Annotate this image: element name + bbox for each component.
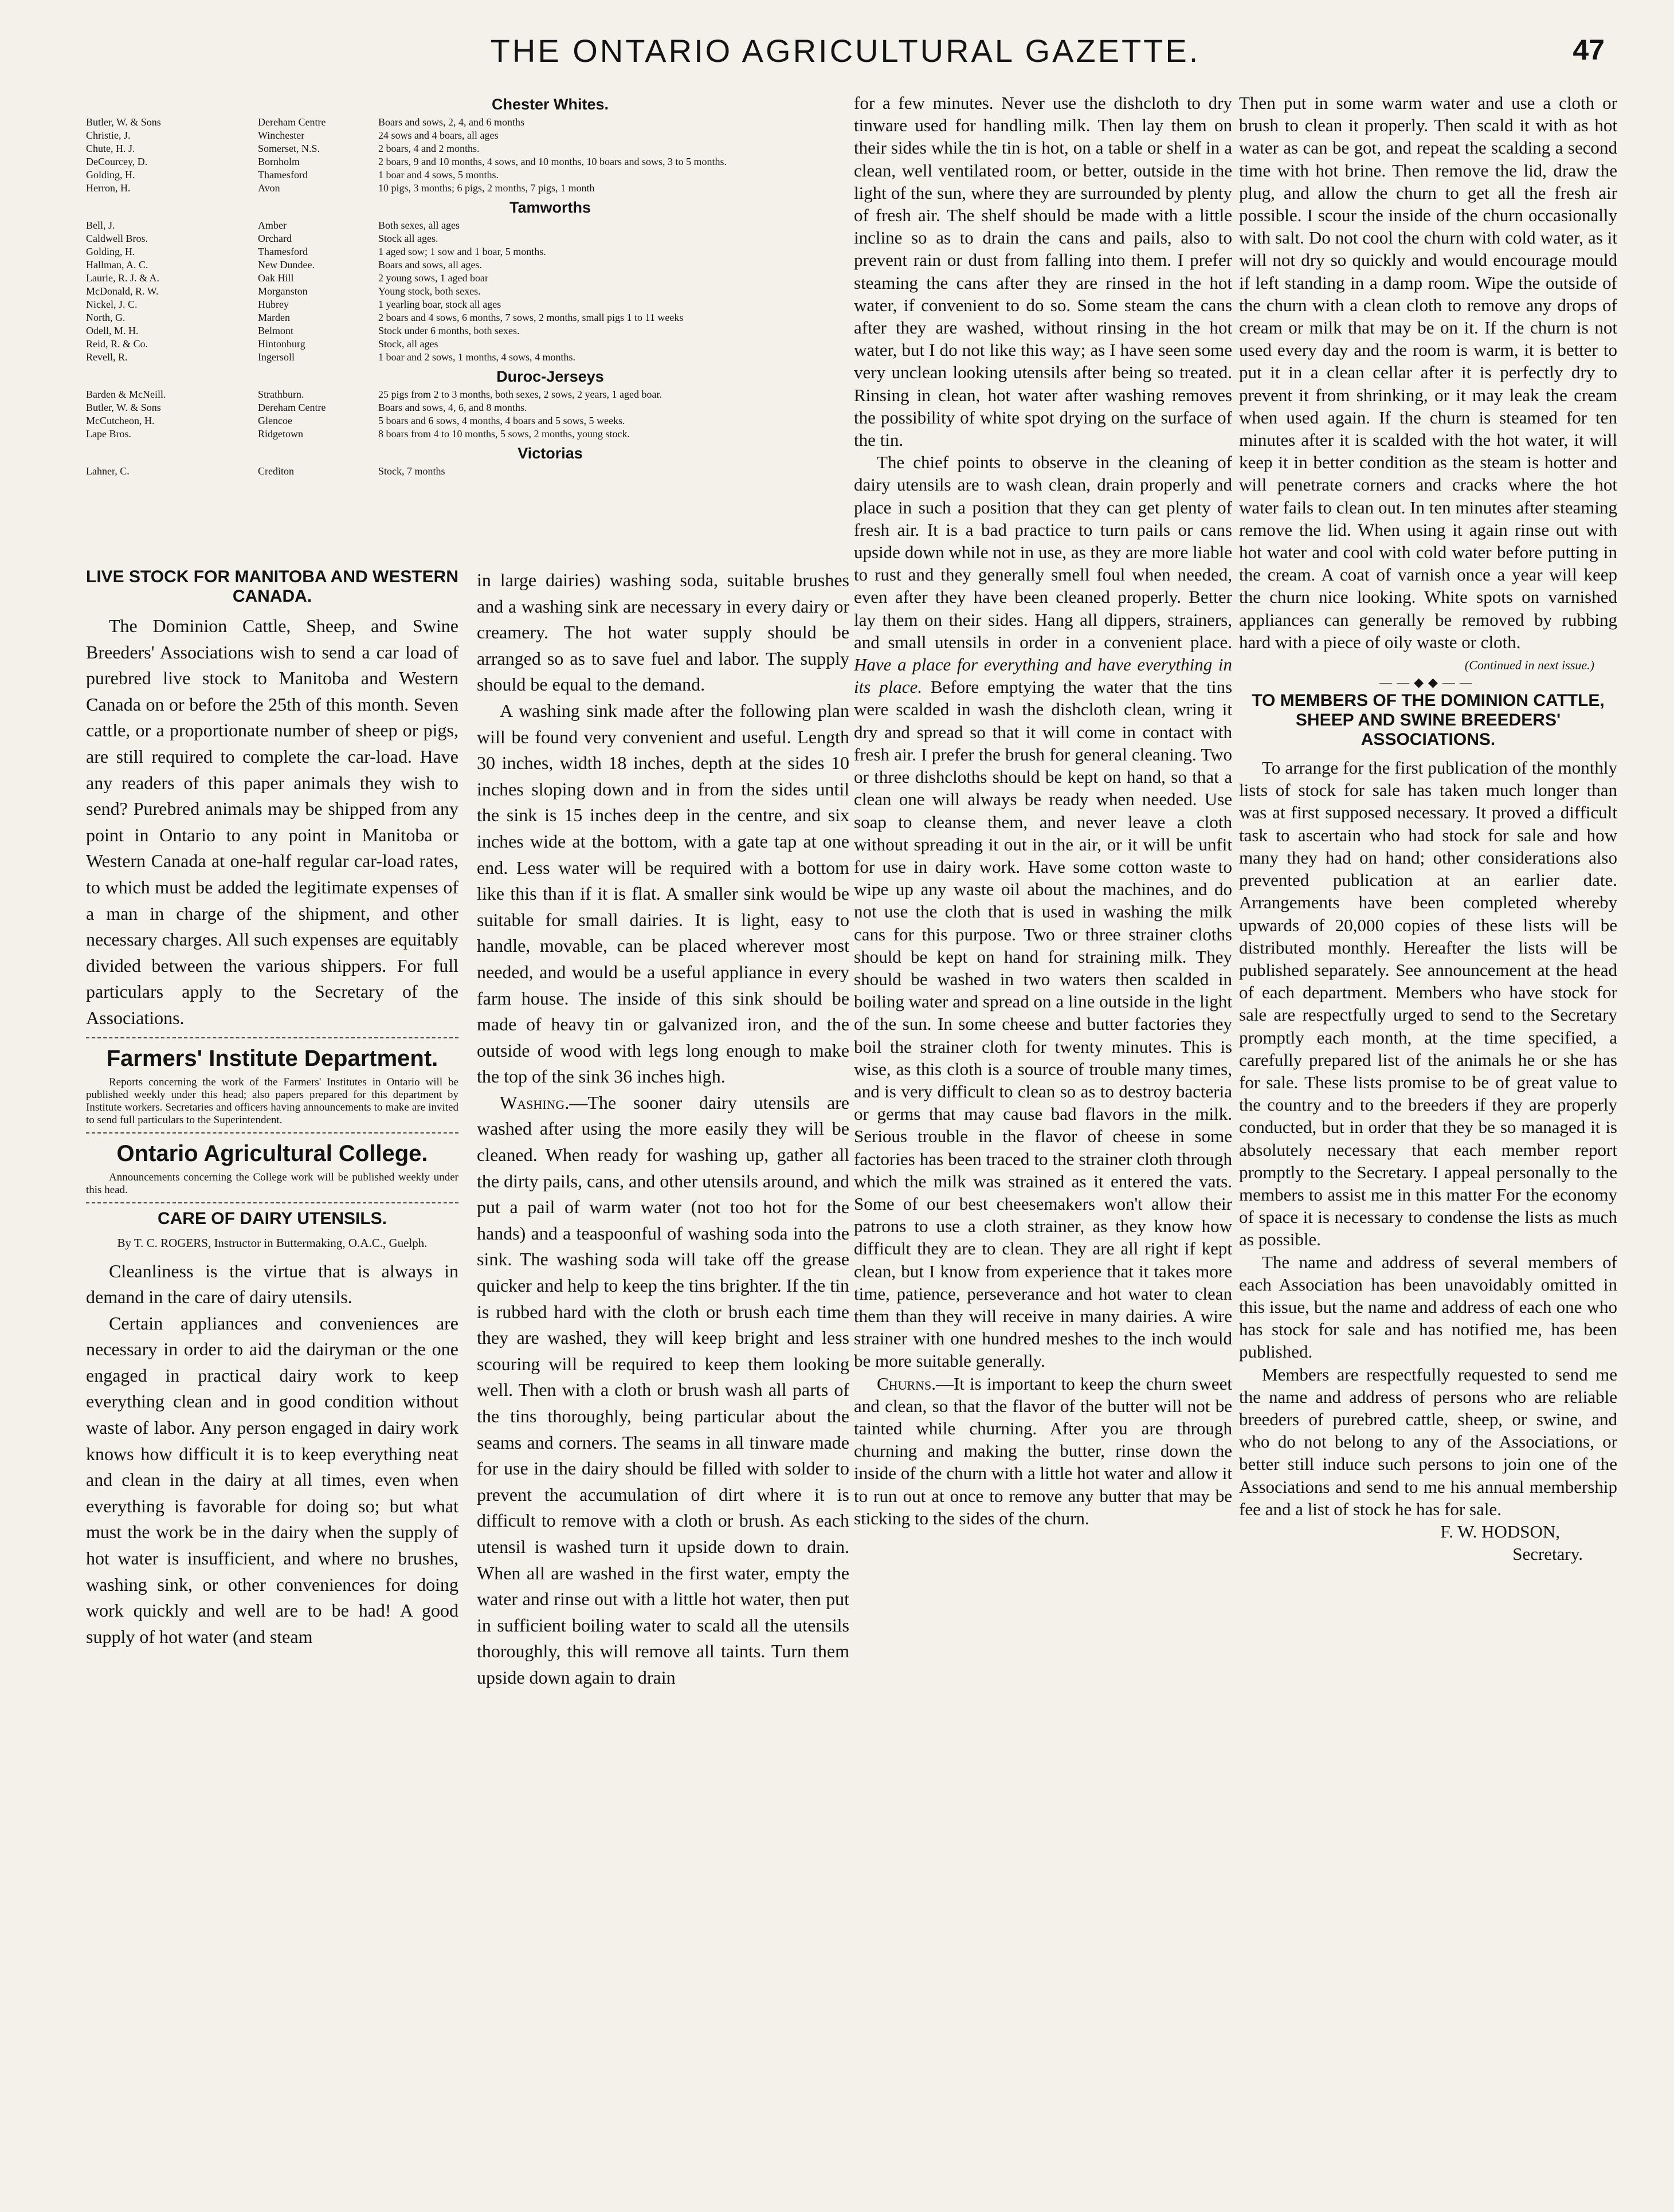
stock-row: [86, 245, 831, 258]
breeder-location: Hintonburg: [258, 338, 305, 350]
breeder-name: Lape Bros.: [86, 428, 131, 440]
breeder-name: Reid, R. & Co.: [86, 338, 148, 350]
stock-row: [86, 324, 831, 338]
stock-section-title: Chester Whites.: [491, 96, 609, 113]
breeder-location: Bornholm: [258, 156, 300, 167]
stock-row: [86, 258, 831, 272]
breeder-name: Chute, H. J.: [86, 143, 135, 154]
column-3: [854, 92, 1232, 1529]
farmers-institute-notice: Reports concerning the work of the Farmers' Institutes in Ontario will be published weekly under this head; also papers prepared for this department by Institute workers. Secretaries and officers having announcements to make are invited to send full particulars to the Superintendent.: [86, 1076, 458, 1126]
breeder-location: Dereham Centre: [258, 116, 326, 128]
breeder-name: DeCourcey, D.: [86, 156, 148, 167]
page-number: 47: [1573, 34, 1605, 66]
churns-text: —It is important to keep the churn sweet and clean, so that the flavor of the butter will not be tainted while churning. After you are through churning and making the butter, rinse down the inside of the churn with a little hot water and allow it to run out at once to remove any butter that may be sticking to the sides of the churn.: [854, 1373, 1232, 1528]
breeder-location: Dereham Centre: [258, 402, 326, 413]
stock-description: Stock, 7 months: [378, 465, 445, 477]
breeder-location: Ingersoll: [258, 351, 295, 363]
column-2: [477, 567, 849, 1691]
stock-row: [86, 232, 831, 245]
stock-description: 2 boars, 9 and 10 months, 4 sows, and 10 months, 10 boars and sows, 3 to 5 months.: [378, 156, 727, 167]
breeder-name: Barden & McNeill.: [86, 389, 166, 400]
article-byline: By T. C. ROGERS, Instructor in Buttermaking, O.A.C., Guelph.: [117, 1236, 428, 1250]
stock-for-sale-list: [86, 92, 831, 478]
breeder-name: Christie, J.: [86, 130, 131, 141]
heading-care-of-dairy-utensils: CARE OF DAIRY UTENSILS.: [157, 1209, 387, 1228]
breeder-name: Butler, W. & Sons: [86, 116, 161, 128]
breeder-location: Somerset, N.S.: [258, 143, 320, 154]
heading-live-stock: LIVE STOCK FOR MANITOBA AND WESTERN CANADA.: [86, 567, 459, 606]
paragraph-chief-points: [854, 451, 1232, 1372]
stock-row: [86, 351, 831, 364]
breeder-name: North, G.: [86, 312, 126, 323]
breeder-location: Crediton: [258, 465, 294, 477]
stock-row: [86, 311, 831, 324]
breeder-location: Glencoe: [258, 415, 292, 426]
breeder-location: Belmont: [258, 325, 293, 336]
chief-points-text-cont: Before emptying the water that the tins were scalded in wash the dishcloth clean, wring it dry and spread so that it will come in contact with fresh air. I prefer the brush for general cleaning. Two or three dishcloths should be kept on hand, so that a clean one will always be ready when needed. Use soap to cleanse them, and never leave a cloth without spreading it out in the air, or it will be unfit for use in dairy work. Have some cotton waste to wipe up any waste oil about the machines, and do not use the cloth that is used in washing the milk cans for this purpose. Two or three strainer cloths should be kept on hand for straining milk. They should be washed in two waters then scalded in boiling water and spread on a line outside in the light of the sun. In some cheese and butter factories they boil the strainer cloth for twenty minutes. This is wise, as this cloth is a source of trouble many times, and is very difficult to clean so as to destroy bacteria or germs that may cause bad flavors in the milk. Serious trouble in the flavor of cheese in some factories has been traced to the strainer cloth through which the milk was strained as it entered the vats. Some of our best cheesemakers won't allow their patrons to use a cloth strainer, as they know how difficult they are to clean. They are all right if kept clean, but I know from experience that it takes more time, patience, perseverance and hot water to clean them than they will receive in many dairies. A wire strainer with one hundred meshes to the inch would be more suitable generally.: [854, 677, 1233, 1371]
breeder-location: Morganston: [258, 285, 308, 297]
stock-description: Boars and sows, all ages.: [378, 259, 482, 270]
paragraph-churn-continued: Then put in some warm water and use a cloth or brush to clean it properly. Then scald it with as hot water as can be got, and repeat the scalding a second time with hot brine. Then remove the lid, draw the plug, and allow the churn to get all the fresh air possible. I scour the inside of the churn occasionally with salt. Do not cool the churn with cold water, as it will not dry so quickly and would encourage mould if left standing in a damp room. Wipe the outside of the churn with a clean cloth to remove any drops of cream or milk that may be on it. If the churn is not used every day and the room is warm, it is better to put it in a clean cellar after it is perfectly dry to prevent it from shrinking, or it may leak the cream when used again. If the churn is steamed for ten minutes after it is scalded with the hot water, it will keep it in better condition as the steam is hotter and will penetrate corners and cracks where the hot water fails to clean out. In ten minutes after steaming remove the lid. When using it again rinse out with hot water and cool with cold water before putting in the cream. A coat of varnish once a year will keep the churn nice looking. White spots on varnished appliances can generally be removed by rubbing hard with a piece of oily waste or cloth.: [1239, 93, 1617, 652]
paragraph-appliances: Certain appliances and conveniences are necessary in order to aid the dairyman or the one engaged in practical dairy work to keep everything clean and in good condition without waste of labor. Any person engaged in dairy work knows how difficult it is to keep everything neat and clean in the dairy at all times, even when everything is favorable for doing so; but what must the work be in the dairy when the supply of hot water is insufficient, and where no brushes, washing sink, or other conveniences for doing work quickly and well are to be had! A good supply of hot water (and steam: [86, 1312, 458, 1647]
stock-row: [86, 338, 831, 351]
stock-row: [86, 285, 831, 298]
stock-section-title: Tamworths: [509, 199, 591, 216]
stock-description: 25 pigs from 2 to 3 months, both sexes, 2 sows, 2 years, 1 aged boar.: [378, 389, 662, 400]
stock-description: Stock, all ages: [378, 338, 438, 350]
breeder-name: McDonald, R. W.: [86, 285, 159, 297]
paragraph-continued: in large dairies) washing soda, suitable brushes and a washing sink are necessary in every dairy or creamery. The hot water supply should be arranged so as to save fuel and labor. The supply should be equal to the demand.: [477, 570, 849, 695]
breeder-name: Caldwell Bros.: [86, 233, 148, 244]
breeder-name: Odell, M. H.: [86, 325, 139, 336]
ornament-divider: ——◆◆——: [1379, 675, 1477, 690]
stock-row: [86, 182, 831, 195]
stock-row: [86, 388, 831, 401]
stock-section-title: Duroc-Jerseys: [496, 368, 604, 385]
continued-note: (Continued in next issue.): [1464, 658, 1594, 673]
stock-description: 24 sows and 4 boars, all ages: [378, 130, 499, 141]
chief-points-motto: Have a place for everything and have everything in its place.: [854, 654, 1232, 697]
stock-description: 1 aged sow; 1 sow and 1 boar, 5 months.: [378, 246, 546, 257]
paragraph-continued: for a few minutes. Never use the dishcloth to dry tinware used for handling milk. Then lay them on their sides while the tin is hot, on a table or shelf in a clean, well ventilated room, or better, outside in the light of the sun, where they are surrounded by plenty of fresh air. The shelf should be made with a little incline so as to drain the cans and pails, also to prevent rain or dust from falling into them. I prefer steaming the cans after they are rinsed in the hot water, if convenient to do so. Some steam the cans after they are washed, without rinsing in the hot water, but I do not like this way; as I have seen some very unclean looking utensils after being so treated. Rinsing in clean, hot water after washing removes the possibility of white spot drying on the surface of the tin.: [854, 93, 1232, 450]
stock-description: 1 boar and 4 sows, 5 months.: [378, 169, 499, 181]
breeder-name: Nickel, J. C.: [86, 299, 138, 310]
paragraph-churns: [854, 1372, 1232, 1529]
paragraph-members: Members are respectfully requested to send me the name and address of persons who are reliable breeders of purebred cattle, sheep, or swine, and who do not belong to any of the Associations, or better still induce such persons to join one of the Associations and send to me his annual membership fee and a list of stock he has for sale.: [1239, 1364, 1617, 1519]
breeder-location: Hubrey: [258, 299, 289, 310]
paragraph-washing: [477, 1090, 849, 1691]
stock-row: [86, 298, 831, 311]
breeder-name: Golding, H.: [86, 246, 135, 257]
washing-text: —The sooner dairy utensils are washed after using the more easily they will be cleaned. When ready for washing up, gather all the dirty pails, cans, and other utensils around, and put a pail of warm water (not too hot for the hands) and a teaspoonful of washing soda into the sink. The washing soda will take off the grease quicker and help to keep the tins brighter. If the tin is rubbed hard with the cloth or brush each time they are washed, they will keep bright and less scouring will be required to keep them looking well. Then with a cloth or brush wash all parts of the tins thoroughly, being particular about the seams and corners. The seams in all tinware made for use in the dairy should be filled with solder to prevent the accumulation of dirt where it is difficult to remove with a cloth or brush. As each utensil is washed turn it upside down to drain. When all are washed in the first water, empty the water and rinse out with a little hot water, then put in sufficient boiling water to scald all the utensils thoroughly, this will remove all taints. Turn them upside down again to drain: [477, 1092, 849, 1688]
column-1: [86, 567, 458, 1650]
publication-title: THE ONTARIO AGRICULTURAL GAZETTE.: [490, 33, 1201, 69]
breeder-location: Strathburn.: [258, 389, 304, 400]
stock-row: [86, 142, 831, 155]
breeder-location: Amber: [258, 219, 287, 231]
stock-description: 2 boars, 4 and 2 months.: [378, 143, 480, 154]
breeder-name: Laurie, R. J. & A.: [86, 272, 159, 284]
breeder-location: Ridgetown: [258, 428, 303, 440]
signature-name: F. W. HODSON,: [1440, 1521, 1560, 1542]
breeder-name: Herron, H.: [86, 182, 131, 194]
washing-label: Washing.: [500, 1092, 570, 1113]
breeder-location: Oak Hill: [258, 272, 294, 284]
breeder-name: McCutcheon, H.: [86, 415, 155, 426]
stock-row: [86, 168, 831, 182]
paragraph-washing-sink: A washing sink made after the following plan will be found very convenient and useful. Length 30 inches, width 18 inches, depth at the sides 10 inches sloping down and in from the sides until the sink is 15 inches deep in the centre, and six inches wide at the bottom, with a gate tap at one end. Less water will be required with a bottom like this than if it is flat. A smaller sink would be suitable for small dairies. It is light, easy to handle, movable, can be placed wherever most needed, and would be a useful appliance in every farm house. The inside of this sink should be made of heavy tin or galvanized iron, and the outside of wood with legs long enough to make the top of the sink 36 inches high.: [477, 700, 849, 1087]
stock-description: Both sexes, all ages: [378, 219, 460, 231]
stock-row: [86, 116, 831, 129]
breeder-location: Thamesford: [258, 246, 308, 257]
breeder-name: Lahner, C.: [86, 465, 130, 477]
stock-description: Stock all ages.: [378, 233, 438, 244]
breeder-location: Orchard: [258, 233, 292, 244]
stock-row: [86, 272, 831, 285]
stock-description: 8 boars from 4 to 10 months, 5 sows, 2 months, young stock.: [378, 428, 630, 440]
stock-row: [86, 414, 831, 428]
breeder-name: Golding, H.: [86, 169, 135, 181]
stock-description: 1 yearling boar, stock all ages: [378, 299, 501, 310]
column-4: [1239, 92, 1617, 1565]
stock-row: [86, 155, 831, 168]
breeder-name: Revell, R.: [86, 351, 128, 363]
paragraph-names: The name and address of several members of each Association has been unavoidably omitted in this issue, but the name and address of each one who has stock for sale and has notified me, has been published.: [1239, 1252, 1617, 1362]
breeder-location: Winchester: [258, 130, 305, 141]
stock-row: [86, 465, 831, 478]
stock-description: 1 boar and 2 sows, 1 months, 4 sows, 4 months.: [378, 351, 576, 363]
heading-to-members: TO MEMBERS OF THE DOMINION CATTLE, SHEEP AND SWINE BREEDERS' ASSOCIATIONS.: [1252, 691, 1605, 750]
paragraph-live-stock: The Dominion Cattle, Sheep, and Swine Breeders' Associations wish to send a car load of purebred live stock to Manitoba and Western Canada on or before the 25th of this month. Seven cattle, or a proportionate number of sheep or pigs, are still required to complete the car-load. Have any readers of this paper animals they wish to send? Purebred animals may be shipped from any point in Ontario to any point in Manitoba or Western Canada at one-half regular car-load rates, to which must be added the legitimate expenses of a man in charge of the shipment, and other necessary charges. All such expenses are equitably divided between the various shippers. For full particulars apply to the Secretary of the Associations.: [86, 615, 458, 1028]
breeder-location: New Dundee.: [258, 259, 315, 270]
divider: [86, 1037, 458, 1038]
breeder-name: Butler, W. & Sons: [86, 402, 161, 413]
stock-row: [86, 428, 831, 441]
stock-description: 2 boars and 4 sows, 6 months, 7 sows, 2 months, small pigs 1 to 11 weeks: [378, 312, 684, 323]
stock-description: Boars and sows, 4, 6, and 8 months.: [378, 402, 527, 413]
churns-label: Churns.: [877, 1373, 936, 1394]
breeder-location: Thamesford: [258, 169, 308, 181]
stock-section-title: Victorias: [518, 445, 583, 462]
stock-description: 10 pigs, 3 months; 6 pigs, 2 months, 7 pigs, 1 month: [378, 182, 595, 194]
breeder-name: Hallman, A. C.: [86, 259, 148, 270]
stock-row: [86, 219, 831, 232]
breeder-location: Marden: [258, 312, 290, 323]
stock-description: Boars and sows, 2, 4, and 6 months: [378, 116, 524, 128]
stock-row: [86, 401, 831, 414]
heading-farmers-institute: Farmers' Institute Department.: [106, 1045, 438, 1071]
breeder-location: Avon: [258, 182, 280, 194]
stock-description: 5 boars and 6 sows, 4 months, 4 boars and 5 sows, 5 weeks.: [378, 415, 625, 426]
paragraph-arrange: To arrange for the first publication of the monthly lists of stock for sale has taken much longer than was at first supposed necessary. It proved a difficult task to ascertain who had stock for sale and how many they had on hand; other considerations also prevented publication at an earlier date. Arrangements have been completed whereby upwards of 20,000 copies of these lists will be distributed monthly. Hereafter the lists will be published separately. See announcement at the head of each department. Members who have stock for sale are respectfully urged to send to the Secretary promptly each month, at the time specified, a carefully prepared list of the animals he or she has for sale. These lists promise to be of great value to the country and to the breeders if they are properly conducted, but in order that they be so managed it is absolutely necessary that each member report promptly to the Secretary. I appeal personally to the members to assist me in this matter For the economy of space it is necessary to condense the lists as much as possible.: [1239, 758, 1617, 1250]
stock-description: Young stock, both sexes.: [378, 285, 481, 297]
chief-points-text: The chief points to observe in the cleaning of dairy utensils are to wash clean, drain properly and place in such a position that they can get plenty of fresh air. It is a bad practice to turn pails or cans upside down while not in use, as they are more liable to rust and they generally smell foul when needed, even after they have been cleaned properly. Better lay them on their sides. Hang all dippers, strainers, and small utensils in order in a convenient place.: [854, 452, 1232, 652]
breeder-name: Bell, J.: [86, 219, 115, 231]
paragraph-cleanliness: Cleanliness is the virtue that is always in demand in the care of dairy utensils.: [86, 1260, 458, 1308]
page-header: [86, 29, 1605, 80]
stock-row: [86, 129, 831, 142]
college-notice: Announcements concerning the College work will be published weekly under this head.: [86, 1171, 458, 1196]
stock-description: 2 young sows, 1 aged boar: [378, 272, 488, 284]
divider: [86, 1202, 458, 1203]
heading-agricultural-college: Ontario Agricultural College.: [116, 1140, 428, 1166]
stock-description: Stock under 6 months, both sexes.: [378, 325, 520, 336]
divider: [86, 1132, 458, 1134]
signature-title: Secretary.: [1512, 1544, 1583, 1564]
